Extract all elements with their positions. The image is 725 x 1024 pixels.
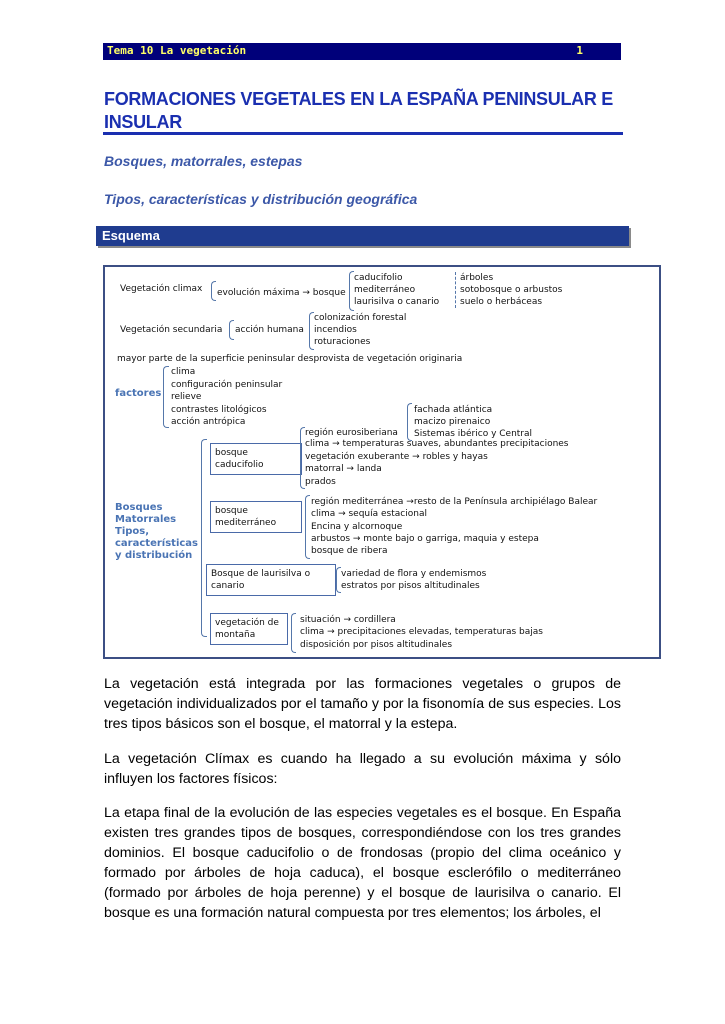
paragraph-1: La vegetación está integrada por las formaciones vegetales o grupos de vegetación individualizados por el tamaño y por la fisonomía de sus especies. Los tres tipos básicos son el bosque, el matorral y la estepa. [104, 676, 621, 732]
caducifolio-box-line: bosque [215, 448, 248, 458]
brace [201, 439, 207, 637]
title-rule [103, 132, 623, 135]
divider [455, 272, 456, 308]
bosques-label-line: Tipos, [115, 526, 150, 537]
climax-layer: suelo o herbáceas [460, 297, 543, 307]
header-bar [103, 43, 621, 60]
brace [163, 366, 169, 428]
paragraph-3: La etapa final de la evolución de las especies vegetales es el bosque. En España existen tres grandes tipos de bosques, correspondiéndose con los tres grandes dominios. El bosque caducifolio o de frondosas (propio del clima oceánico y formado por árboles de hoja caduca), el bosque esclerófilo o mediterráneo (formado por árboles de hoja perenne) y el bosque de laurisilva o canario. El bosque es una formación natural compuesta por tres elementos; los árboles, el [104, 805, 621, 921]
montana-item: clima → precipitaciones elevadas, temperaturas bajas [300, 627, 543, 637]
secundaria-item: roturaciones [314, 337, 371, 347]
brace [407, 403, 412, 441]
montana-box [210, 613, 288, 645]
secundaria-label: Vegetación secundaria [120, 325, 223, 335]
factor-item: contrastes litológicos [171, 405, 267, 415]
mediterraneo-item: Encina y alcornoque [311, 522, 403, 532]
caducifolio-region-item: Sistemas ibérico y Central [414, 429, 533, 439]
header-title: Tema 10 La vegetación [107, 44, 247, 57]
climax-layer: árboles [460, 273, 494, 283]
secundaria-item: incendios [314, 325, 357, 335]
caducifolio-region-item: fachada atlántica [414, 405, 493, 415]
subtitle-2: Tipos, características y distribución geográfica [104, 191, 418, 207]
caducifolio-item: matorral → landa [305, 464, 382, 474]
caducifolio-item: clima → temperaturas suaves, abundantes precipitaciones [305, 439, 569, 449]
montana-box-line: vegetación de [215, 618, 279, 628]
caducifolio-box [210, 443, 302, 475]
bosques-label-line: características [115, 538, 198, 549]
subtitle-1: Bosques, matorrales, estepas [104, 153, 303, 169]
mediterraneo-box [210, 501, 302, 533]
caducifolio-item: vegetación exuberante → robles y hayas [305, 452, 488, 462]
climax-layer: sotobosque o arbustos [460, 285, 563, 295]
page-title: FORMACIONES VEGETALES EN LA ESPAÑA PENINSULAR E INSULAR [104, 89, 613, 132]
caducifolio-item: prados [305, 477, 336, 487]
caducifolio-region-item: macizo pirenaico [414, 417, 491, 427]
mediterraneo-item: bosque de ribera [311, 546, 388, 556]
brace [211, 281, 216, 301]
section-bar [96, 226, 629, 246]
paragraph-2: La vegetación Clímax es cuando ha llegado a su evolución máxima y sólo influyen los factores físicos: [104, 751, 621, 787]
laurisilva-item: variedad de flora y endemismos [341, 569, 487, 579]
factor-item: clima [171, 367, 196, 377]
section-label: Esquema [102, 228, 160, 243]
brace [229, 320, 234, 340]
brace [305, 495, 310, 559]
factores-label: factores [115, 388, 162, 399]
caducifolio-box-line: caducifolio [215, 460, 264, 470]
climax-label: Vegetación climax [120, 284, 203, 294]
brace [291, 613, 296, 653]
climax-mid: evolución máxima → bosque [217, 288, 346, 298]
laurisilva-item: estratos por pisos altitudinales [341, 581, 480, 591]
mediterraneo-item: clima → sequía estacional [311, 509, 427, 519]
factor-item: relieve [171, 392, 202, 402]
montana-item: disposición por pisos altitudinales [300, 640, 453, 650]
mayor-text: mayor parte de la superficie peninsular desprovista de vegetación originaria [117, 354, 463, 364]
bosques-label-line: y distribución [115, 550, 193, 561]
mediterraneo-item: región mediterránea →resto de la Península archipiélago Balear [311, 497, 598, 507]
factor-item: acción antrópica [171, 417, 246, 427]
montana-box-line: montaña [215, 630, 256, 640]
bosques-label-line: Matorrales [115, 514, 177, 525]
secundaria-mid: acción humana [235, 325, 304, 335]
secundaria-item: colonización forestal [314, 313, 407, 323]
laurisilva-box-line: canario [211, 581, 245, 591]
climax-type: caducifolio [354, 273, 403, 283]
montana-item: situación → cordillera [300, 615, 396, 625]
concept-diagram [103, 265, 661, 659]
mediterraneo-box-line: mediterráneo [215, 518, 277, 528]
caducifolio-region: región eurosiberiana [305, 428, 398, 438]
mediterraneo-box-line: bosque [215, 506, 248, 516]
mediterraneo-item: arbustos → monte bajo o garriga, maquia y estepa [311, 534, 539, 544]
bosques-label-line: Bosques [115, 502, 163, 513]
climax-type: laurisilva o canario [354, 297, 440, 307]
laurisilva-box [206, 564, 336, 596]
laurisilva-box-line: Bosque de laurisilva o [211, 569, 311, 579]
factor-item: configuración peninsular [171, 380, 283, 390]
climax-type: mediterráneo [354, 285, 416, 295]
page-number: 1 [576, 44, 583, 57]
